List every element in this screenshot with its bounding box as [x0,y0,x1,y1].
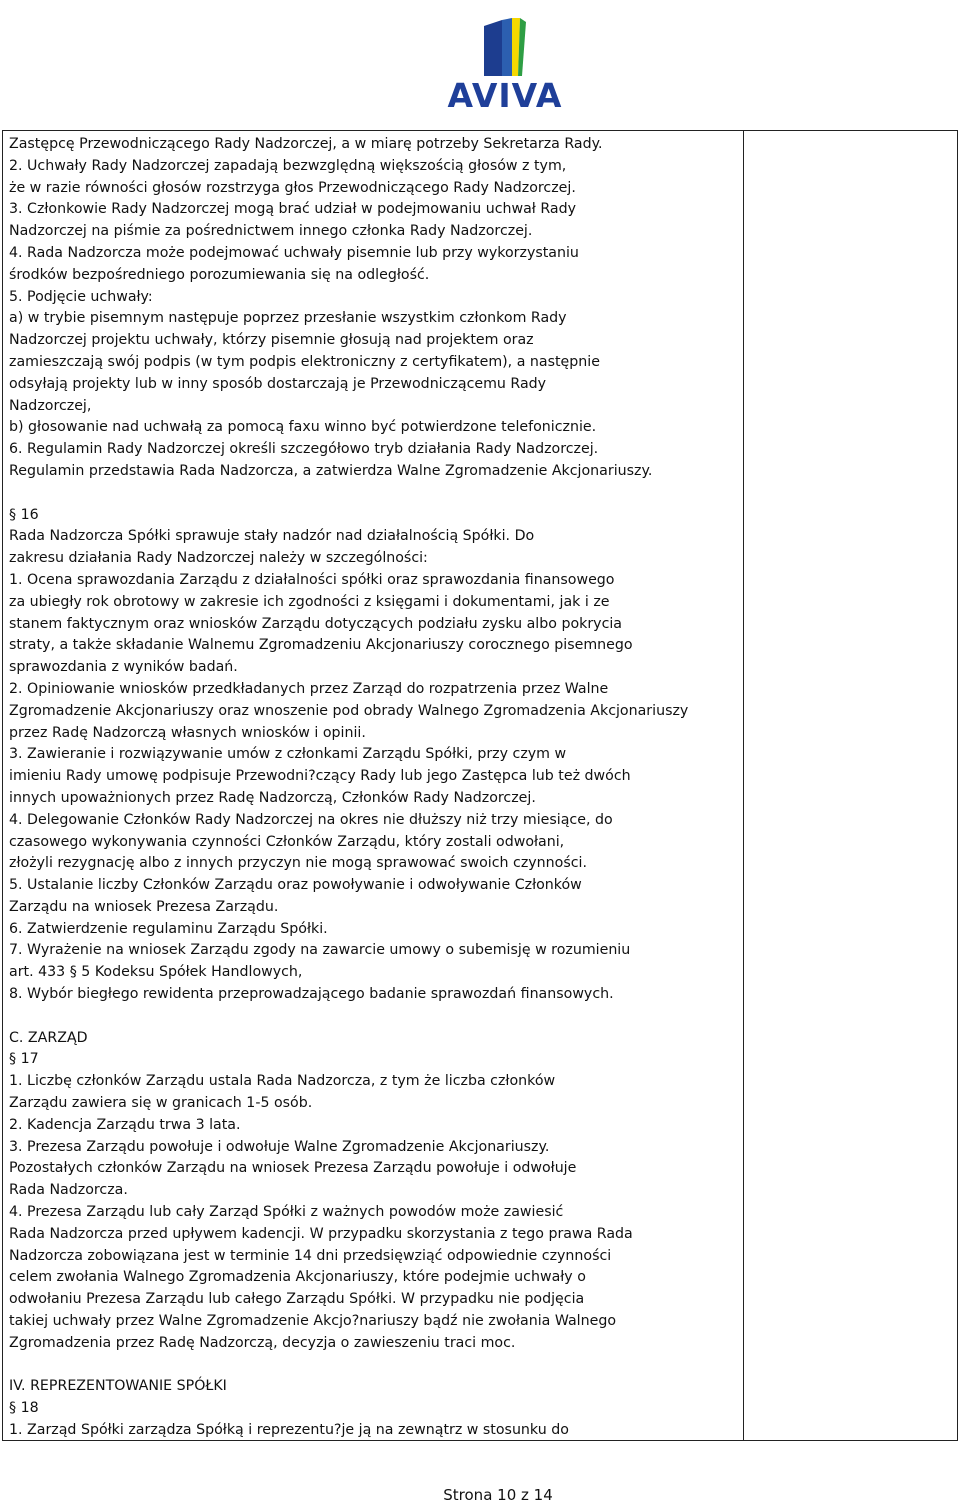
document-line [9,1006,739,1028]
document-line: odsyłają projekty lub w inny sposób dostarczają je Przewodniczącemu Rady [9,375,547,392]
document-line: Zgromadzenie Akcjonariuszy oraz wnoszenie pod obrady Walnego Zgromadzenia Akcjonariuszy [9,702,689,719]
document-line: Nadzorczej projektu uchwały, którzy pisemnie głosują nad projektem oraz [9,332,534,349]
document-line: 2. Uchwały Rady Nadzorczej zapadają bezwzględną większością głosów z tym, [9,157,567,174]
document-line: Nadzorczej, [9,397,92,414]
document-line: straty, a także składanie Walnemu Zgromadzeniu Akcjonariuszy corocznego pisemnego [9,637,633,654]
document-line: C. ZARZĄD [9,1029,88,1046]
document-line: 5. Podjęcie uchwały: [9,288,153,305]
document-line: 2. Kadencja Zarządu trwa 3 lata. [9,1116,241,1133]
document-line: środków bezpośredniego porozumiewania się na odległość. [9,266,430,283]
document-line: takiej uchwały przez Walne Zgromadzenie Akcjo?nariuszy bądź nie zwołania Walnego [9,1313,617,1330]
document-line: 4. Delegowanie Członków Rady Nadzorczej na okres nie dłuższy niż trzy miesiące, do [9,811,613,828]
document-line: Rada Nadzorcza. [9,1182,128,1199]
document-line: 6. Zatwierdzenie regulaminu Zarządu Spółki. [9,920,328,937]
document-line: art. 433 § 5 Kodeksu Spółek Handlowych, [9,964,303,981]
document-line: a) w trybie pisemnym następuje poprzez przesłanie wszystkim członkom Rady [9,310,567,327]
document-line: odwołaniu Prezesa Zarządu lub całego Zarządu Spółki. W przypadku nie podjęcia [9,1291,585,1308]
document-line: Nadzorczej na piśmie za pośrednictwem innego członka Rady Nadzorczej. [9,223,533,240]
document-line: Zgromadzenia przez Radę Nadzorczą, decyzja o zawieszeniu traci moc. [9,1334,516,1351]
document-body [9,134,739,1442]
document-line: 6. Regulamin Rady Nadzorczej określi szczegółowo tryb działania Rady Nadzorczej. [9,441,599,458]
aviva-logo-text: AVIVA [447,76,563,115]
document-line: imieniu Rady umowę podpisuje Przewodni?czący Rady lub jego Zastępca lub też dwóch [9,768,631,785]
document-line: 3. Członkowie Rady Nadzorczej mogą brać udział w podejmowaniu uchwał Rady [9,201,576,218]
document-line [9,1355,739,1377]
document-line: 8. Wybór biegłego rewidenta przeprowadzającego badanie sprawozdań finansowych. [9,986,614,1003]
document-line: 5. Ustalanie liczby Członków Zarządu oraz powoływanie i odwoływanie Członków [9,877,582,894]
document-line: Pozostałych członków Zarządu na wniosek Prezesa Zarządu powołuje i odwołuje [9,1160,577,1177]
document-line: 1. Zarząd Spółki zarządza Spółką i reprezentu?je ją na zewnątrz w stosunku do [9,1422,569,1439]
document-line: 1. Ocena sprawozdania Zarządu z działalności spółki oraz sprawozdania finansowego [9,571,615,588]
document-line: Zastępcę Przewodniczącego Rady Nadzorczej, a w miarę potrzeby Sekretarza Rady. [9,136,603,152]
document-line: Rada Nadzorcza przed upływem kadencji. W przypadku skorzystania z tego prawa Rada [9,1225,633,1242]
document-line: 1. Liczbę członków Zarządu ustala Rada Nadzorcza, z tym że liczba członków [9,1073,556,1090]
document-line: za ubiegły rok obrotowy w zakresie ich zgodności z księgami i dokumentami, jak i ze [9,593,610,610]
document-line: § 18 [9,1400,39,1417]
document-line: § 17 [9,1051,39,1068]
document-line: 4. Prezesa Zarządu lub cały Zarząd Spółki z ważnych powodów może zawiesić [9,1204,564,1221]
page-number: Strona 10 z 14 [443,1486,553,1504]
aviva-logo [440,18,570,114]
column-divider [743,131,744,1440]
document-line: Zarządu zawiera się w granicach 1-5 osób. [9,1095,313,1112]
document-line: § 16 [9,506,39,523]
document-line: że w razie równości głosów rozstrzyga głos Przewodniczącego Rady Nadzorczej. [9,179,576,196]
document-line: 4. Rada Nadzorcza może podejmować uchwały pisemnie lub przy wykorzystaniu [9,244,579,261]
document-line: Rada Nadzorcza Spółki sprawuje stały nadzór nad działalnością Spółki. Do [9,528,535,545]
document-line: zamieszczają swój podpis (w tym podpis elektroniczny z certyfikatem), a następnie [9,353,600,370]
document-line: innych upoważnionych przez Radę Nadzorczą, Członków Rady Nadzorczej. [9,789,536,806]
document-line: Regulamin przedstawia Rada Nadzorcza, a zatwierdza Walne Zgromadzenie Akcjonariuszy. [9,462,653,479]
aviva-flag-icon [440,18,570,80]
content-table [2,130,958,1441]
document-line: sprawozdania z wyników badań. [9,659,238,676]
document-line: zakresu działania Rady Nadzorczej należy w szczególności: [9,550,428,567]
document-line: 7. Wyrażenie na wniosek Zarządu zgody na zawarcie umowy o subemisję w rozumieniu [9,942,631,959]
document-line: przez Radę Nadzorczą własnych wniosków i opinii. [9,724,366,741]
document-line: celem zwołania Walnego Zgromadzenia Akcjonariuszy, które podejmie uchwały o [9,1269,586,1286]
document-line: IV. REPREZENTOWANIE SPÓŁKI [9,1378,227,1395]
document-line: czasowego wykonywania czynności Członków Zarządu, który zostali odwołani, [9,833,565,850]
document-line: 2. Opiniowanie wniosków przedkładanych przez Zarząd do rozpatrzenia przez Walne [9,680,609,697]
document-line: b) głosowanie nad uchwałą za pomocą faxu winno być potwierdzone telefonicznie. [9,419,597,436]
document-line [9,483,739,505]
document-line: złożyli rezygnację albo z innych przyczyn nie mogą sprawować swoich czynności. [9,855,587,872]
document-line: stanem faktycznym oraz wniosków Zarządu dotyczących podziału zysku albo pokrycia [9,615,623,632]
document-line: 3. Zawieranie i rozwiązywanie umów z członkami Zarządu Spółki, przy czym w [9,746,567,763]
document-line: Nadzorcza zobowiązana jest w terminie 14 dni przedsięwziąć odpowiednie czynności [9,1247,612,1264]
document-line: Zarządu na wniosek Prezesa Zarządu. [9,898,279,915]
document-line: 3. Prezesa Zarządu powołuje i odwołuje Walne Zgromadzenie Akcjonariuszy. [9,1138,550,1155]
